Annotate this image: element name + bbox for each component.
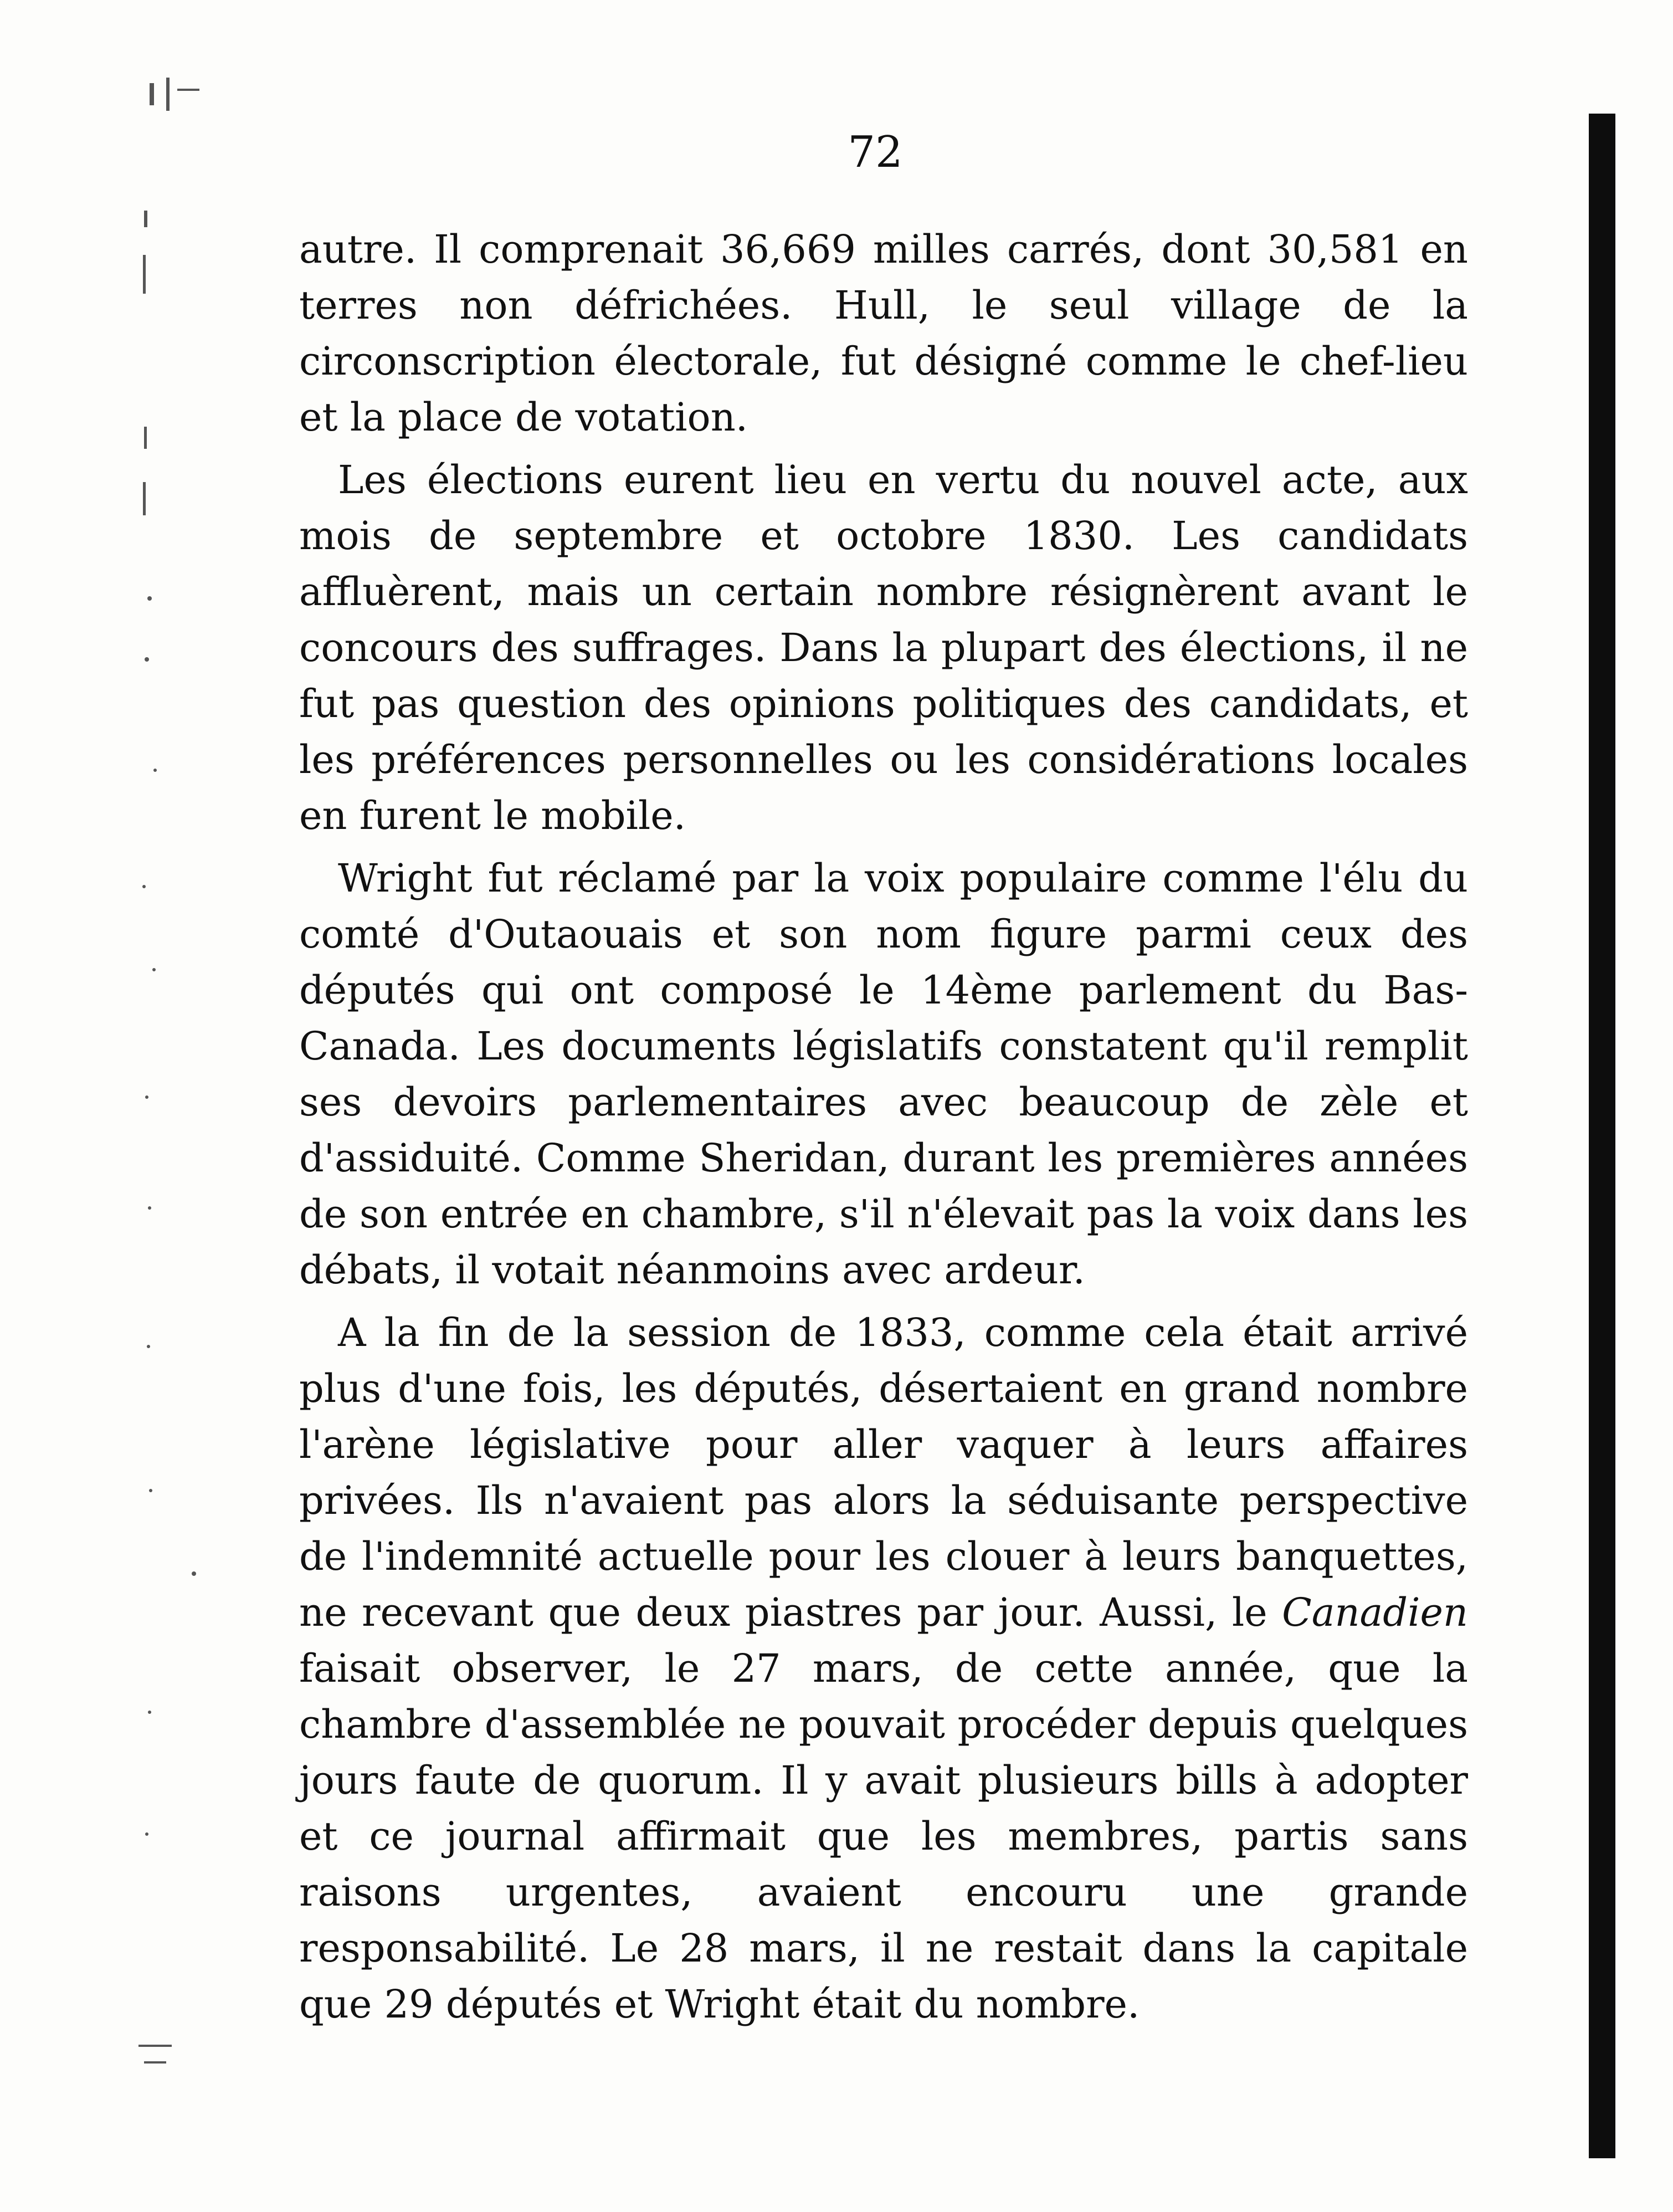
paragraph-1: autre. Il comprenait 36,669 milles carrés, dont 30,581 en terres non défrichées. Hull, le seul village de la circonscription électorale, fut désigné comme le chef-lieu et la place de votation. — [299, 227, 1468, 440]
page-number: 72 — [848, 127, 903, 177]
body-text — [299, 222, 1468, 2039]
paragraph-3: Wright fut réclamé par la voix populaire comme l'élu du comté d'Outaouais et son nom figure parmi ceux des députés qui ont composé le 14ème parlement du Bas-Canada. Les documents législatifs constatent qu'il remplit ses devoirs parlementaires avec beaucoup de zèle et d'assiduité. Comme Sheridan, durant les premières années de son entrée en chambre, s'il n'élevait pas la voix dans les débats, il votait néanmoins avec ardeur. — [299, 856, 1468, 1293]
paragraph-4-part-2: faisait observer, le 27 mars, de cette année, que la chambre d'assemblée ne pouvait procéder depuis quelques jours faute de quorum. Il y avait plusieurs bills à adopter et ce journal affirmait que les membres, partis sans raisons urgentes, avaient encouru une grande responsabilité. Le 28 mars, il ne restait dans la capitale que 29 députés et Wright était du nombre. — [299, 1646, 1468, 2027]
binding-specks-decoration — [116, 72, 227, 2122]
binding-edge-shadow — [1589, 114, 1615, 2158]
paragraph-4 — [299, 1305, 1468, 2032]
paragraph-2: Les élections eurent lieu en vertu du nouvel acte, aux mois de septembre et octobre 1830. Les candidats affluèrent, mais un certain nombre résignèrent avant le concours des suffrages. Dans la plupart des élections, il ne fut pas question des opinions politiques des candidats, et les préférences personnelles ou les considérations locales en furent le mobile. — [299, 457, 1468, 838]
newspaper-title: Canadien — [1282, 1590, 1468, 1635]
paragraph-4-part-1: A la fin de la session de 1833, comme cela était arrivé plus d'une fois, les députés, désertaient en grand nombre l'arène législative pour aller vaquer à leurs affaires privées. Ils n'avaient pas alors la séduisante perspective de l'indemnité actuelle pour les clouer à leurs banquettes, ne recevant que deux piastres par jour. Aussi, le — [299, 1310, 1468, 1635]
